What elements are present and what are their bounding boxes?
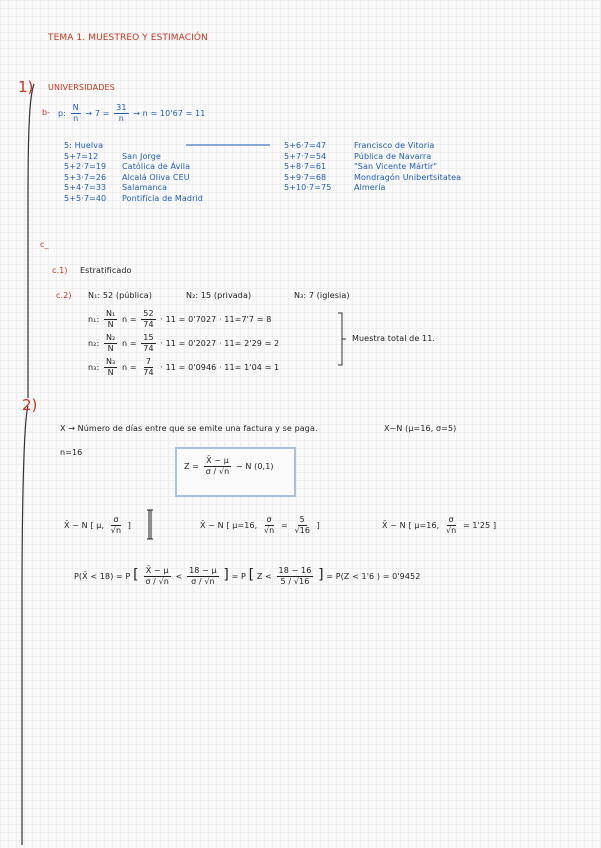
- sample-size: n=16: [60, 448, 83, 457]
- definition: X → Número de días entre que se emite una factura y se paga.: [60, 424, 318, 433]
- list-item: 5+10·7=75 Almería: [284, 183, 386, 192]
- c2-total: Muestra total de 11.: [352, 334, 436, 343]
- university-list-left: [64, 141, 203, 204]
- list-item: 5+7=12 San Jorge: [64, 151, 161, 161]
- b-label: b-: [42, 108, 51, 117]
- list-item: 5+8·7=61 "San Vicente Mártir": [284, 162, 438, 171]
- stratum-2: N₂: 15 (privada): [186, 291, 252, 300]
- dist-1: X̄ ~ N [ μ, $\frac{\sigma}{√n}$ ]: [64, 515, 132, 535]
- dist-3: X̄ ~ N [ μ=16, $\frac{\sigma}{√n}$ = 1'25 ]: [382, 515, 497, 535]
- list-item: 5+3·7=26 Alcalá Oliva CEU: [64, 172, 190, 182]
- list-item: 5+5·7=40 Pontificia de Madrid: [64, 193, 203, 203]
- list-item: 5+7·7=54 Pública de Navarra: [284, 151, 432, 161]
- b-formula: p: $\frac{N}{n}$ → 7 = $\frac{31}{n}$ → n ≃ 10'67 ≃ 11: [58, 103, 206, 123]
- c2-label: c.2): [56, 291, 72, 300]
- section1-heading: UNIVERSIDADES: [48, 83, 115, 92]
- right-brace: [338, 313, 346, 365]
- distribution: X~N (μ=16, σ=5): [384, 424, 457, 433]
- page-title: TEMA 1. MUESTREO Y ESTIMACIÓN: [48, 33, 208, 43]
- c-label: c_: [40, 240, 49, 249]
- c1-label: c.1): [52, 266, 68, 275]
- z-formula: Z = $\frac{X̄ - \mu}{\sigma / √n}$ ∼ N (0,1): [184, 456, 274, 476]
- c2-row-2: n₂: $\frac{\text{N₂}}{N}$ n = $\frac{15}{74}$ · 11 = 0'2027 · 11= 2'29 ≃ 2: [88, 333, 280, 353]
- section2-number: 2): [22, 396, 38, 414]
- list-item: 5+2·7=19 Católica de Ávila: [64, 162, 191, 171]
- dist-2: X̄ ~ N [ μ=16, $\frac{\sigma}{√n}$ = $\frac{5}{√16}$ ]: [200, 515, 320, 535]
- section1-margin-line: [28, 84, 34, 398]
- stratum-1: N₁: 52 (pública): [88, 291, 152, 300]
- c2-row-1: n₁: $\frac{\text{N₁}}{N}$ n = $\frac{52}{74}$ · 11 = 0'7027 · 11=7'7 ≃ 8: [88, 309, 272, 329]
- list-item: 5: Huelva: [64, 141, 104, 150]
- c1-text: Estratificado: [80, 266, 132, 275]
- section2-margin-line: [22, 406, 28, 845]
- probability-calculation: P(X̄ < 18) = P [ $\frac{X̄ - \mu}{\sigma / √n}$ < $\frac{18 - \mu}{\sigma / √n}$ ] = P [ Z < $\frac{18 - 16}{5 / √16}$ ] = P(Z < 1'6 ) = 0'9452: [74, 566, 421, 586]
- university-list-right: [284, 141, 461, 194]
- list-item: 5+4·7=33 Salamanca: [64, 183, 168, 192]
- list-item: 5+6·7=47 Francisco de Vitoria: [284, 141, 435, 150]
- c2-row-3: n₃: $\frac{\text{N₃}}{N}$ n = $\frac{7}{74}$ · 11 = 0'0946 · 11= 1'04 ≃ 1: [88, 357, 280, 377]
- section1-number: 1): [18, 78, 34, 96]
- stratum-3: N₃: 7 (iglesia): [294, 291, 350, 300]
- list-item: 5+9·7=68 Mondragón Unibertsitatea: [284, 172, 462, 182]
